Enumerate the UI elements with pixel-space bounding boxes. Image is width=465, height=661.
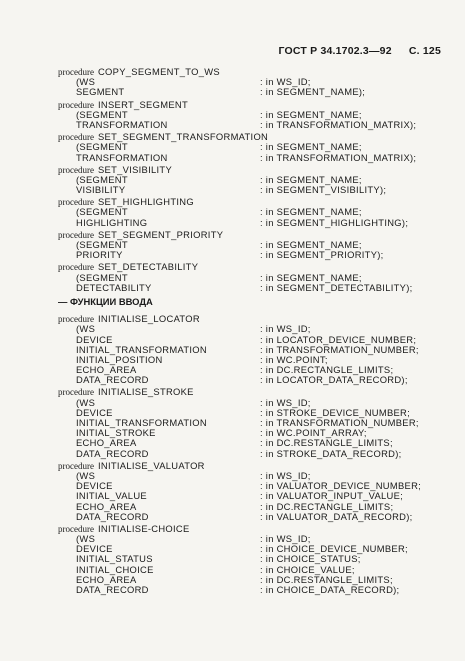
parameter-name: (WS [76, 76, 96, 88]
parameter-line [58, 218, 443, 228]
parameter-type: : in DC.RESTANGLE_LIMITS; [260, 573, 393, 585]
parameter-name: ECHO_AREA [76, 500, 137, 512]
parameter-type: : in SEGMENT_NAME; [260, 206, 362, 218]
parameter-type: : in SEGMENT_NAME; [260, 173, 362, 185]
procedure-keyword: procedure [58, 262, 94, 273]
parameter-name: DEVICE [76, 333, 113, 345]
parameter-name: (WS [76, 323, 96, 335]
parameter-name: INITIAL_TRANSFORMATION [76, 343, 207, 355]
parameter-name: DETECTABILITY [76, 281, 152, 293]
parameter-line [58, 512, 443, 522]
standard-code: ГОСТ Р 34.1702.3—92 [278, 45, 392, 57]
parameter-name: DATA_RECORD [76, 510, 149, 522]
procedure-block [58, 197, 443, 228]
parameter-type: : in LOCATOR_DEVICE_NUMBER; [260, 333, 417, 345]
procedure-block [58, 230, 443, 261]
parameter-line [58, 120, 443, 130]
procedure-keyword: procedure [58, 229, 94, 240]
parameter-name: (SEGMENT [76, 271, 128, 283]
parameter-type: : in SEGMENT_NAME; [260, 141, 362, 153]
parameter-name: INITIAL_TRANSFORMATION [76, 417, 207, 429]
procedure-name: INSERT_SEGMENT [97, 98, 188, 110]
procedure-header [58, 314, 443, 324]
procedure-name: INITIALISE_STROKE [97, 386, 194, 398]
parameter-name: DEVICE [76, 406, 113, 418]
procedure-keyword: procedure [58, 132, 94, 143]
parameter-line [58, 324, 443, 334]
parameter-type: : in DC.RESTANGLE_LIMITS; [260, 437, 393, 449]
parameter-type: : in WS_ID; [260, 396, 311, 408]
parameter-name: DATA_RECORD [76, 584, 149, 596]
procedure-block [58, 314, 443, 385]
parameter-type: : in WS_ID; [260, 76, 311, 88]
parameter-type: : in SEGMENT_NAME; [260, 239, 362, 250]
parameter-name: (WS [76, 396, 96, 408]
procedure-header [58, 461, 443, 471]
procedure-header [58, 67, 443, 77]
parameter-type: : in SEGMENT_NAME; [260, 108, 362, 120]
procedure-name: SET_SEGMENT_PRIORITY [97, 228, 224, 240]
procedure-keyword: procedure [58, 460, 94, 471]
procedure-keyword: procedure [58, 314, 94, 325]
section-title: — ФУНКЦИИ ВВОДА [58, 295, 153, 307]
document-body [58, 67, 443, 597]
parameter-type: : in DC.RECTANGLE_LIMITS; [260, 500, 394, 512]
parameter-type: : in WS_ID; [260, 323, 311, 335]
procedure-name: INITIALISE-CHOICE [97, 522, 190, 534]
parameter-name: INITIAL_POSITION [76, 353, 163, 365]
parameter-type: : in STROKE_DEVICE_NUMBER; [260, 406, 411, 418]
parameter-name: INITIAL_VALUE [76, 490, 147, 502]
parameter-type: : in DC.RECTANGLE_LIMITS; [260, 364, 394, 376]
parameter-name: ECHO_AREA [76, 573, 137, 585]
page-number: С. 125 [408, 45, 441, 57]
parameter-name: ECHO_AREA [76, 437, 137, 449]
procedure-header [58, 524, 443, 534]
parameter-type: : in SEGMENT_HIGHLIGHTING); [260, 216, 409, 228]
parameter-name: (SEGMENT [76, 206, 128, 218]
parameter-type: : in WS_ID; [260, 469, 311, 481]
procedure-keyword: procedure [58, 99, 94, 110]
page-header [278, 45, 441, 57]
parameter-type: : in WS_ID; [260, 533, 311, 545]
parameter-type: : in TRANSFORMATION_NUMBER; [260, 343, 419, 355]
parameter-line [58, 585, 443, 595]
procedure-name: INITIALISE_VALUATOR [97, 459, 205, 471]
parameter-type: : in SEGMENT_NAME); [260, 86, 366, 98]
procedure-keyword: procedure [58, 387, 94, 398]
parameter-type: : in SEGMENT_PRIORITY); [260, 249, 384, 261]
parameter-name: (SEGMENT [76, 141, 128, 153]
procedures-bottom [58, 314, 443, 595]
parameter-line [58, 153, 443, 163]
procedure-block [58, 132, 443, 163]
procedure-block [58, 461, 443, 522]
parameter-type: : in CHOICE_VALUE; [260, 563, 355, 575]
parameter-line [58, 185, 443, 195]
procedure-block [58, 67, 443, 98]
procedure-keyword: procedure [58, 197, 94, 208]
parameter-name: SEGMENT [76, 86, 125, 98]
procedure-name: INITIALISE_LOCATOR [97, 313, 200, 325]
parameter-type: : in LOCATOR_DATA_RECORD); [260, 374, 408, 386]
procedure-keyword: procedure [58, 523, 94, 534]
parameter-name: VISIBILITY [76, 184, 126, 196]
parameter-type: : in STROKE_DATA_RECORD); [260, 447, 402, 459]
parameter-type: : in CHOICE_DEVICE_NUMBER; [260, 543, 408, 555]
parameter-type: : in TRANSFORMATION_MATRIX); [260, 118, 417, 130]
parameter-name: DEVICE [76, 543, 113, 555]
parameter-line [58, 449, 443, 459]
parameter-type: : in VALUATOR_DEVICE_NUMBER; [260, 480, 422, 492]
procedure-block [58, 262, 443, 293]
parameter-name: HIGHLIGHTING [76, 216, 148, 228]
parameter-name: (SEGMENT [76, 173, 128, 185]
parameter-type: : in SEGMENT_NAME; [260, 271, 362, 283]
parameter-name: (SEGMENT [76, 239, 128, 250]
parameter-line [58, 250, 443, 260]
procedure-name: SET_DETECTABILITY [97, 261, 199, 273]
parameter-line [58, 142, 443, 152]
parameter-line [58, 87, 443, 97]
procedure-name: SET_HIGHLIGHTING [97, 196, 194, 208]
parameter-name: (WS [76, 533, 96, 545]
parameter-name: ECHO_AREA [76, 364, 137, 376]
parameter-name: INITIAL_STATUS [76, 553, 153, 565]
procedure-block [58, 387, 443, 458]
procedure-name: COPY_SEGMENT_TO_WS [97, 66, 220, 77]
parameter-line [58, 491, 443, 501]
parameter-name: TRANSFORMATION [76, 118, 168, 130]
parameter-type: : in VALUATOR_INPUT_VALUE; [260, 490, 404, 502]
parameter-name: DEVICE [76, 480, 113, 492]
parameter-name: INITIAL_CHOICE [76, 563, 154, 575]
parameter-type: : in CHOICE_STATUS; [260, 553, 361, 565]
procedure-block [58, 524, 443, 595]
procedure-keyword: procedure [58, 164, 94, 175]
procedure-name: SET_SEGMENT_TRANSFORMATION [97, 131, 269, 143]
procedures-top [58, 67, 443, 293]
parameter-name: (WS [76, 469, 96, 481]
parameter-type: : in TRANSFORMATION_NUMBER; [260, 417, 419, 429]
parameter-name: (SEGMENT [76, 108, 128, 120]
parameter-line [58, 283, 443, 293]
parameter-name: TRANSFORMATION [76, 151, 168, 163]
procedure-keyword: procedure [58, 67, 94, 77]
parameter-name: INITIAL_STROKE [76, 427, 156, 439]
procedure-name: SET_VISIBILITY [97, 163, 173, 175]
parameter-type: : in SEGMENT_VISIBILITY); [260, 184, 387, 196]
parameter-type: : in CHOICE_DATA_RECORD); [260, 584, 400, 596]
parameter-type: : in TRANSFORMATION_MATRIX); [260, 151, 417, 163]
parameter-name: DATA_RECORD [76, 447, 149, 459]
parameter-type: : in VALUATOR_DATA_RECORD); [260, 510, 413, 522]
procedure-block [58, 165, 443, 196]
parameter-type: : in WC.POINT_ARRAY; [260, 427, 367, 439]
procedure-block [58, 100, 443, 131]
parameter-type: : in SEGMENT_DETECTABILITY); [260, 281, 413, 293]
parameter-name: PRIORITY [76, 249, 123, 261]
parameter-line [58, 375, 443, 385]
parameter-type: : in WC.POINT; [260, 353, 328, 365]
parameter-name: DATA_RECORD [76, 374, 149, 386]
procedure-header [58, 387, 443, 397]
